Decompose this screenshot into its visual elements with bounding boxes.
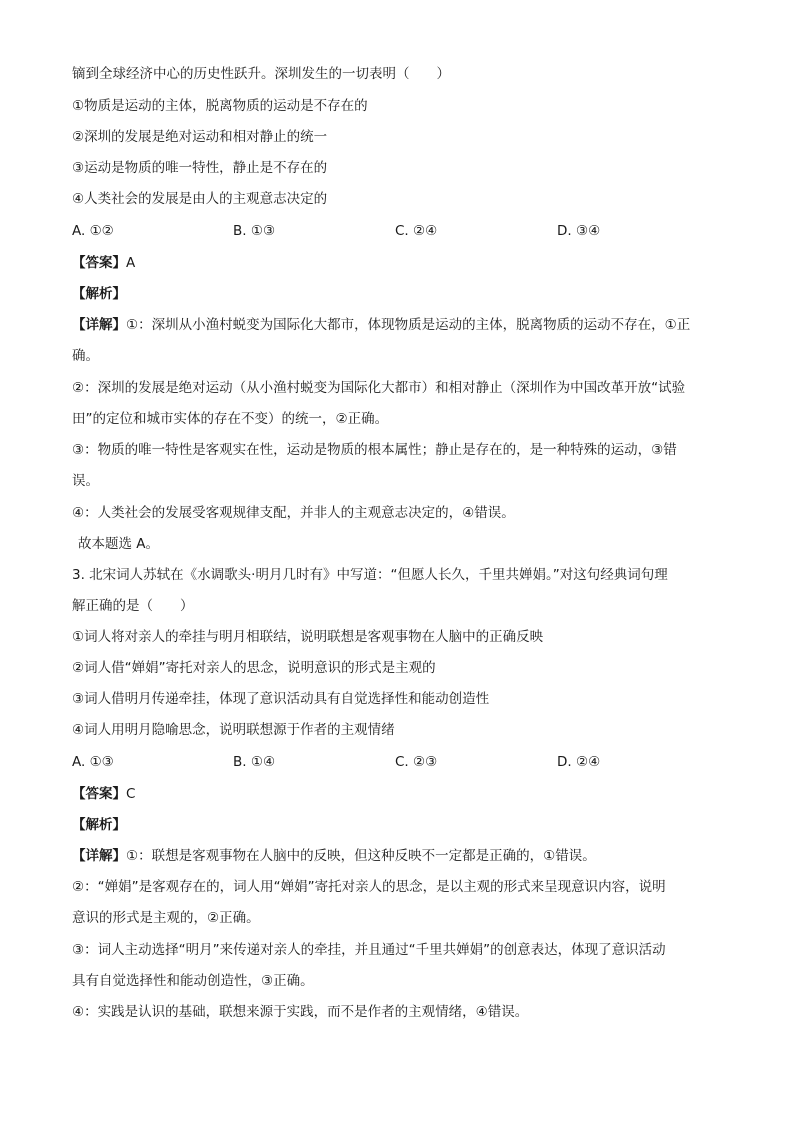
q2-detail-3a: ③：物质的唯一特性是客观实在性，运动是物质的根本属性；静止是存在的，是一种特殊的运动，③错 (72, 442, 677, 458)
q2-analysis-tag: 【解析】 (72, 286, 126, 302)
q2-option-a: A. ①② (72, 223, 114, 239)
q3-stem-b: 解正确的是（ ） (72, 598, 194, 614)
q3-detail-3b: 具有自觉选择性和能动创造性，③正确。 (72, 973, 314, 989)
q2-item-3: ③运动是物质的唯一特性，静止是不存在的 (72, 160, 328, 176)
q3-option-d: D. ②④ (557, 754, 601, 770)
q2-item-1: ①物质是运动的主体，脱离物质的运动是不存在的 (72, 98, 368, 114)
q3-stem-a: 3. 北宋词人苏轼在《水调歌头·明月几时有》中写道：“但愿人长久，千里共婵娟。”对这句经典词句理 (72, 567, 668, 583)
q2-answer-line (72, 253, 135, 273)
q2-option-b: B. ①③ (233, 223, 276, 239)
q3-option-c: C. ②③ (395, 754, 438, 770)
q2-detail-2b: 田”的定位和城市实体的存在不变）的统一，②正确。 (72, 411, 389, 427)
q2-item-4: ④人类社会的发展是由人的主观意志决定的 (72, 191, 328, 207)
q2-answer: A (126, 255, 136, 271)
q3-analysis-tag: 【解析】 (72, 817, 126, 833)
q3-answer-tag: 【答案】 (72, 786, 126, 802)
q2-detail-1a (72, 315, 690, 335)
q2-option-d: D. ③④ (557, 223, 601, 239)
q2-answer-tag: 【答案】 (72, 255, 126, 271)
q2-item-2: ②深圳的发展是绝对运动和相对静止的统一 (72, 129, 328, 145)
q2-detail-3b: 误。 (72, 473, 99, 489)
q3-detail-tag: 【详解】 (72, 848, 126, 864)
q2-detail-1b: 确。 (72, 348, 99, 364)
q3-item-1: ①词人将对亲人的牵挂与明月相联结，说明联想是客观事物在人脑中的正确反映 (72, 629, 544, 645)
q2-conclusion: 故本题选 A。 (78, 536, 160, 552)
q2-detail-1a-text: ①：深圳从小渔村蜕变为国际化大都市，体现物质是运动的主体，脱离物质的运动不存在，①正 (126, 317, 691, 333)
q3-detail-2b: 意识的形式是主观的，②正确。 (72, 910, 260, 926)
q3-item-3: ③词人借明月传递牵挂，体现了意识活动具有自觉选择性和能动创造性 (72, 691, 490, 707)
q3-option-b: B. ①④ (233, 754, 276, 770)
q3-detail-1 (72, 846, 596, 866)
q3-item-2: ②词人借“婵娟”寄托对亲人的思念，说明意识的形式是主观的 (72, 660, 436, 676)
q2-detail-2a: ②：深圳的发展是绝对运动（从小渔村蜕变为国际化大都市）和相对静止（深圳作为中国改革开放“试验 (72, 380, 686, 396)
q3-answer: C (126, 786, 136, 802)
q3-option-a: A. ①③ (72, 754, 114, 770)
q2-option-c: C. ②④ (395, 223, 438, 239)
q3-detail-1-text: ①：联想是客观事物在人脑中的反映，但这种反映不一定都是正确的，①错误。 (126, 848, 596, 864)
q3-detail-3a: ③：词人主动选择“明月”来传递对亲人的牵挂，并且通过“千里共婵娟”的创意表达，体现了意识活动 (72, 942, 666, 958)
q2-stem-tail: 镝到全球经济中心的历史性跃升。深圳发生的一切表明（ ） (72, 66, 450, 82)
q2-detail-tag: 【详解】 (72, 317, 126, 333)
q2-detail-4: ④：人类社会的发展受客观规律支配，并非人的主观意志决定的，④错误。 (72, 505, 515, 521)
q3-detail-4: ④：实践是认识的基础，联想来源于实践，而不是作者的主观情绪，④错误。 (72, 1004, 529, 1020)
q3-detail-2a: ②：“婵娟”是客观存在的，词人用“婵娟”寄托对亲人的思念，是以主观的形式来呈现意识内容，说明 (72, 879, 666, 895)
q3-answer-line (72, 784, 135, 804)
q3-item-4: ④词人用明月隐喻思念，说明联想源于作者的主观情绪 (72, 722, 395, 738)
